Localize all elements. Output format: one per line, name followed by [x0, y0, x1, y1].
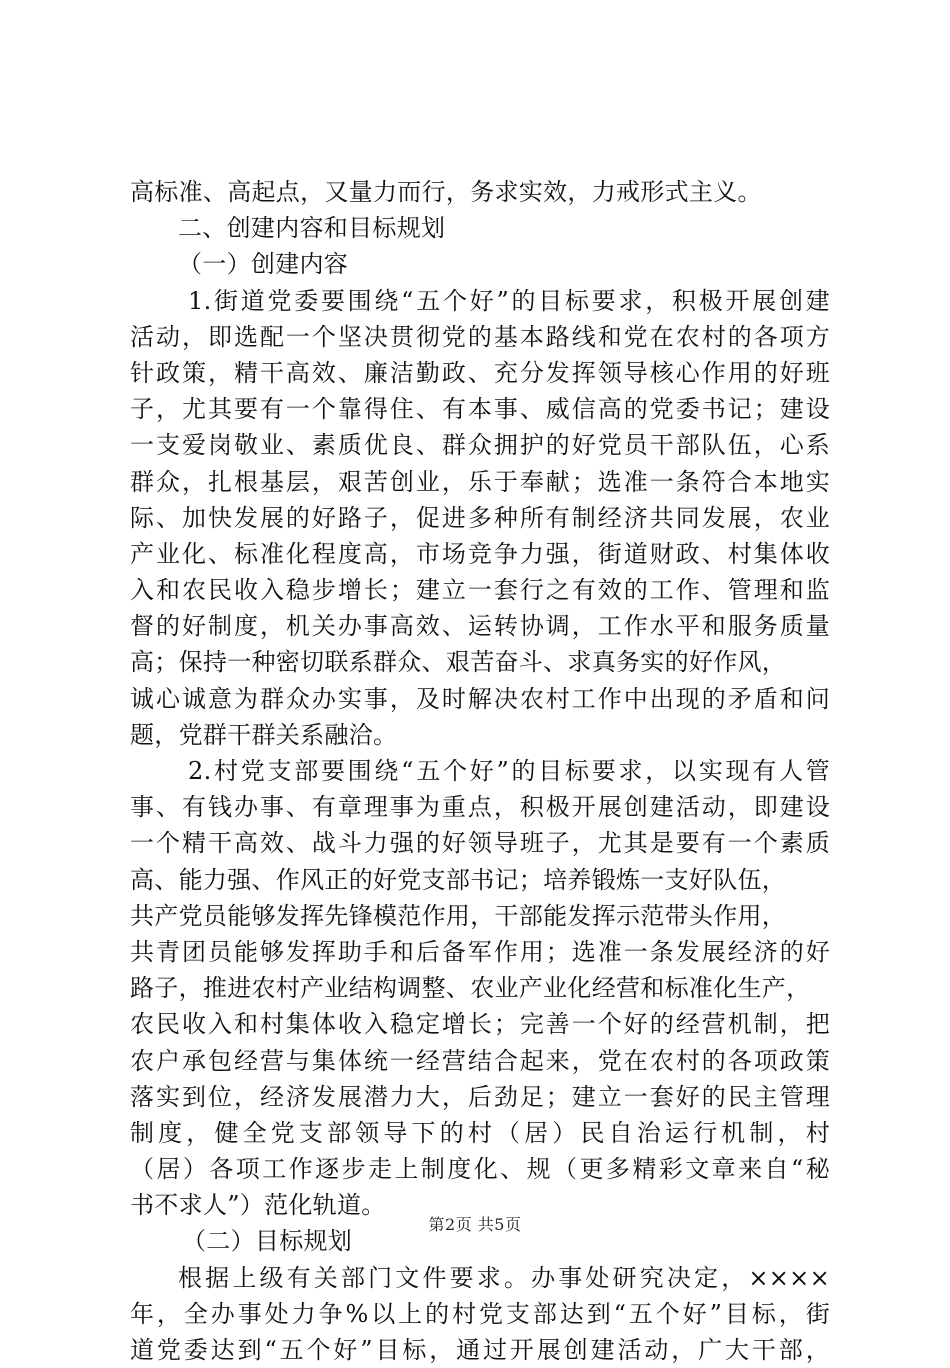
- text-line: （居）各项工作逐步走上制度化、规（更多精彩文章来自“秘: [130, 1155, 830, 1184]
- text-line: 高、能力强、作风正的好党支部书记；培养锻炼一支好队伍，: [130, 865, 787, 894]
- text-line: 共产党员能够发挥先锋模范作用，干部能发挥示范带头作用，: [130, 901, 787, 930]
- text-line: 一个精干高效、战斗力强的好领导班子，尤其是要有一个素质: [130, 829, 830, 858]
- text-line: 农民收入和村集体收入稳定增长；完善一个好的经营机制，把: [130, 1010, 830, 1039]
- text-line: 一支爱岗敬业、素质优良、群众拥护的好党员干部队伍，心系: [130, 431, 830, 460]
- section-heading: 二、创建内容和目标规划: [178, 214, 446, 243]
- text-line: 活动，即选配一个坚决贯彻党的基本路线和党在农村的各项方: [130, 322, 830, 351]
- subsection-heading: （一）创建内容: [178, 250, 349, 279]
- text-line: 针政策，精干高效、廉洁勤政、充分发挥领导核心作用的好班: [130, 358, 830, 387]
- text-line: 道党委达到“五个好”目标，通过开展创建活动，广大干部，: [130, 1336, 830, 1364]
- text-line: 产业化、标准化程度高，市场竞争力强，街道财政、村集体收: [130, 539, 830, 568]
- text-line: 农户承包经营与集体统一经营结合起来，党在农村的各项政策: [130, 1046, 830, 1075]
- text-line: 际、加快发展的好路子，促进多种所有制经济共同发展，农业: [130, 503, 830, 532]
- text-line: 督的好制度，机关办事高效、运转协调，工作水平和服务质量: [130, 612, 830, 641]
- text-line: 书不求人”）范化轨道。: [130, 1191, 386, 1220]
- text-line: 制度，健全党支部领导下的村（居）民自治运行机制，村: [130, 1118, 830, 1147]
- text-line: 群众，扎根基层，艰苦创业，乐于奉献；选准一条符合本地实: [130, 467, 830, 496]
- text-line: 题，党群干群关系融洽。: [130, 720, 398, 749]
- text-line: 入和农民收入稳步增长；建立一套行之有效的工作、管理和监: [130, 576, 830, 605]
- text-line: 2.村党支部要围绕“五个好”的目标要求，以实现有人管: [188, 757, 830, 785]
- text-line: 落实到位，经济发展潜力大，后劲足；建立一套好的民主管理: [130, 1082, 830, 1111]
- text-line: 诚心诚意为群众办实事，及时解决农村工作中出现的矛盾和问: [130, 684, 830, 713]
- text-line: 事、有钱办事、有章理事为重点，积极开展创建活动，即建设: [130, 793, 830, 822]
- text-line: 根据上级有关部门文件要求。办事处研究决定，××××: [178, 1263, 830, 1292]
- text-line: 高标准、高起点，又量力而行，务求实效，力戒形式主义。: [130, 178, 762, 206]
- document-body: [130, 174, 830, 1368]
- subsection-heading: （二）目标规划: [182, 1227, 353, 1256]
- text-line: 共青团员能够发挥助手和后备军作用；选准一条发展经济的好: [130, 937, 830, 966]
- text-line: 路子，推进农村产业结构调整、农业产业化经营和标准化生产，: [130, 974, 811, 1003]
- text-line: 年，全办事处力争%以上的村党支部达到“五个好”目标，街: [130, 1299, 830, 1328]
- page-footer: 第2页 共5页: [428, 1215, 522, 1234]
- text-line: 高；保持一种密切联系群众、艰苦奋斗、求真务实的好作风，: [130, 648, 787, 677]
- text-line: 1.街道党委要围绕“五个好”的目标要求，积极开展创建: [188, 286, 830, 315]
- text-line: 子，尤其要有一个靠得住、有本事、威信高的党委书记；建设: [130, 395, 830, 424]
